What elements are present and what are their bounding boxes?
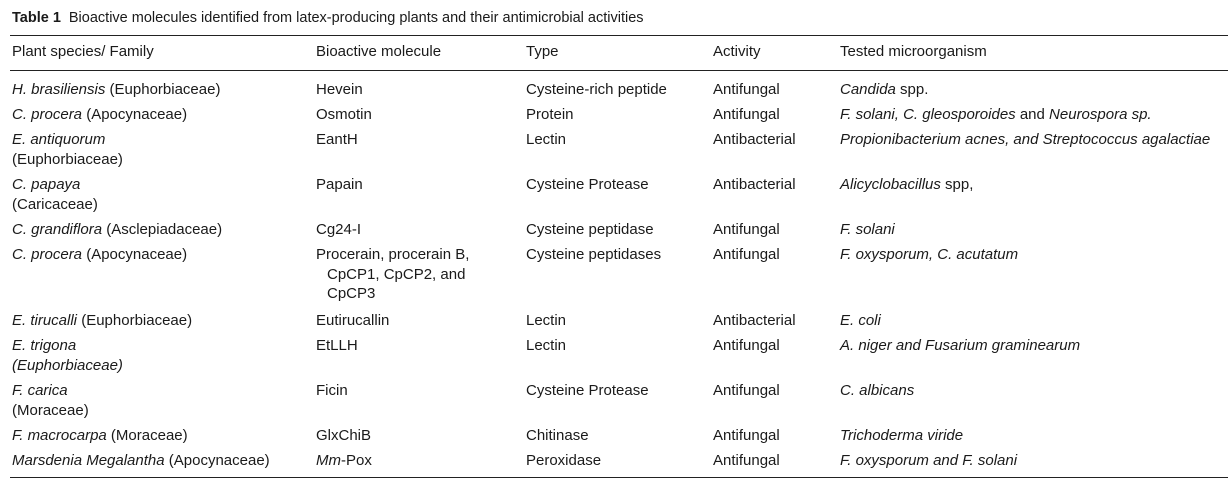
cell-organism [840, 80, 1228, 100]
cell-molecule: Hevein [316, 81, 363, 98]
cell-molecule [316, 451, 516, 471]
plant-family: (Moraceae) [12, 401, 89, 419]
plant-species-name: H. brasiliensis [12, 81, 106, 98]
cell-plant [12, 105, 308, 125]
plant-species-name: F. carica [12, 382, 68, 399]
cell-plant [12, 220, 308, 240]
cell-organism: F. oxysporum, C. acutatum [840, 246, 1019, 263]
cell-type: Cysteine Protease [526, 382, 649, 399]
cell-activity: Antifungal [713, 427, 780, 444]
cell-organism: F. oxysporum and F. solani [840, 452, 1018, 469]
cell-organism: F. solani [840, 221, 895, 238]
plant-family: (Euphorbiaceae) [12, 150, 123, 168]
plant-family: (Apocynaceae) [82, 106, 188, 123]
table-title: Bioactive molecules identified from latex-producing plants and their antimicrobial activities [68, 10, 644, 26]
plant-family: (Caricaceae) [12, 195, 98, 213]
plant-species-name: E. trigona [12, 337, 77, 354]
cell-organism: C. albicans [840, 382, 915, 399]
cell-type: Cysteine peptidases [526, 246, 662, 263]
header-rule [10, 70, 1228, 71]
bottom-rule [10, 477, 1228, 478]
cell-activity: Antibacterial [713, 312, 796, 329]
table-caption [12, 9, 644, 27]
cell-organism: Propionibacterium acnes, and Streptococcus agalactiae [840, 131, 1211, 148]
cell-plant [12, 245, 308, 265]
cell-type: Lectin [526, 337, 567, 354]
cell-type: Cysteine-rich peptide [526, 81, 667, 98]
cell-type: Cysteine Protease [526, 176, 649, 193]
organism-italic: Neurospora sp. [1049, 106, 1152, 123]
molecule-plain: -Pox [341, 452, 372, 469]
cell-organism: A. niger and Fusarium graminearum [840, 337, 1081, 354]
plant-species-name: C. procera [12, 246, 83, 263]
cell-type: Protein [526, 106, 574, 123]
cell-activity: Antifungal [713, 81, 780, 98]
cell-molecule: Papain [316, 176, 363, 193]
header-plant-species: Plant species/ Family [12, 43, 154, 60]
cell-molecule: GlxChiB [316, 427, 372, 444]
cell-type: Lectin [526, 312, 567, 329]
cell-type: Peroxidase [526, 452, 602, 469]
organism-italic: F. solani, C. gleosporoides [840, 106, 1016, 123]
cell-plant [12, 130, 308, 169]
plant-family: (Euphorbiaceae) [77, 312, 193, 329]
cell-plant [12, 336, 308, 375]
header-bioactive-molecule: Bioactive molecule [316, 43, 442, 60]
cell-type: Cysteine peptidase [526, 221, 654, 238]
cell-activity: Antifungal [713, 337, 780, 354]
cell-activity: Antibacterial [713, 176, 796, 193]
molecule-line: Procerain, procerain B, [316, 246, 470, 263]
organism-plain: spp, [940, 176, 974, 193]
cell-molecule: Cg24-I [316, 221, 362, 238]
plant-species-name: Marsdenia Megalantha [12, 452, 165, 469]
top-rule [10, 35, 1228, 36]
plant-species-name: F. macrocarpa [12, 427, 107, 444]
plant-family: (Asclepiadaceae) [102, 221, 223, 238]
cell-plant [12, 451, 308, 471]
cell-type: Lectin [526, 131, 567, 148]
organism-plain: and [1015, 106, 1050, 123]
molecule-italic: Mm [316, 452, 341, 469]
header-type: Type [526, 43, 559, 60]
cell-activity: Antibacterial [713, 131, 796, 148]
cell-activity: Antifungal [713, 246, 780, 263]
cell-activity: Antifungal [713, 452, 780, 469]
cell-plant [12, 381, 308, 420]
molecule-line: CpCP3 [327, 285, 376, 302]
organism-italic: Alicyclobacillus [840, 176, 941, 193]
header-activity: Activity [713, 43, 761, 60]
cell-activity: Antifungal [713, 106, 780, 123]
cell-molecule: Osmotin [316, 106, 372, 123]
plant-family: (Apocynaceae) [82, 246, 188, 263]
organism-italic: Candida [840, 81, 896, 98]
cell-molecule [316, 245, 516, 304]
plant-family: (Euphorbiaceae) [105, 81, 221, 98]
cell-organism [840, 175, 1228, 195]
cell-plant [12, 175, 308, 214]
plant-species-name: C. grandiflora [12, 221, 103, 238]
molecule-line: CpCP1, CpCP2, and [327, 265, 466, 283]
organism-plain: spp. [895, 81, 929, 98]
plant-family: (Apocynaceae) [164, 452, 270, 469]
table-label: Table 1 [12, 10, 61, 26]
cell-molecule: Eutirucallin [316, 312, 390, 329]
plant-species-name: E. antiquorum [12, 131, 106, 148]
cell-activity: Antifungal [713, 382, 780, 399]
cell-organism [840, 105, 1228, 125]
plant-species-name: C. papaya [12, 176, 81, 193]
plant-family: (Euphorbiaceae) [12, 356, 123, 374]
cell-type: Chitinase [526, 427, 589, 444]
cell-molecule: EantH [316, 131, 358, 148]
plant-species-name: C. procera [12, 106, 83, 123]
cell-molecule: Ficin [316, 382, 348, 399]
cell-organism: Trichoderma viride [840, 427, 964, 444]
cell-molecule: EtLLH [316, 337, 358, 354]
header-tested-microorganism: Tested microorganism [840, 43, 987, 60]
plant-family: (Moraceae) [106, 427, 188, 444]
plant-species-name: E. tirucalli [12, 312, 78, 329]
cell-plant [12, 80, 308, 100]
cell-organism: E. coli [840, 312, 881, 329]
cell-plant [12, 426, 308, 446]
cell-plant [12, 311, 308, 331]
cell-activity: Antifungal [713, 221, 780, 238]
